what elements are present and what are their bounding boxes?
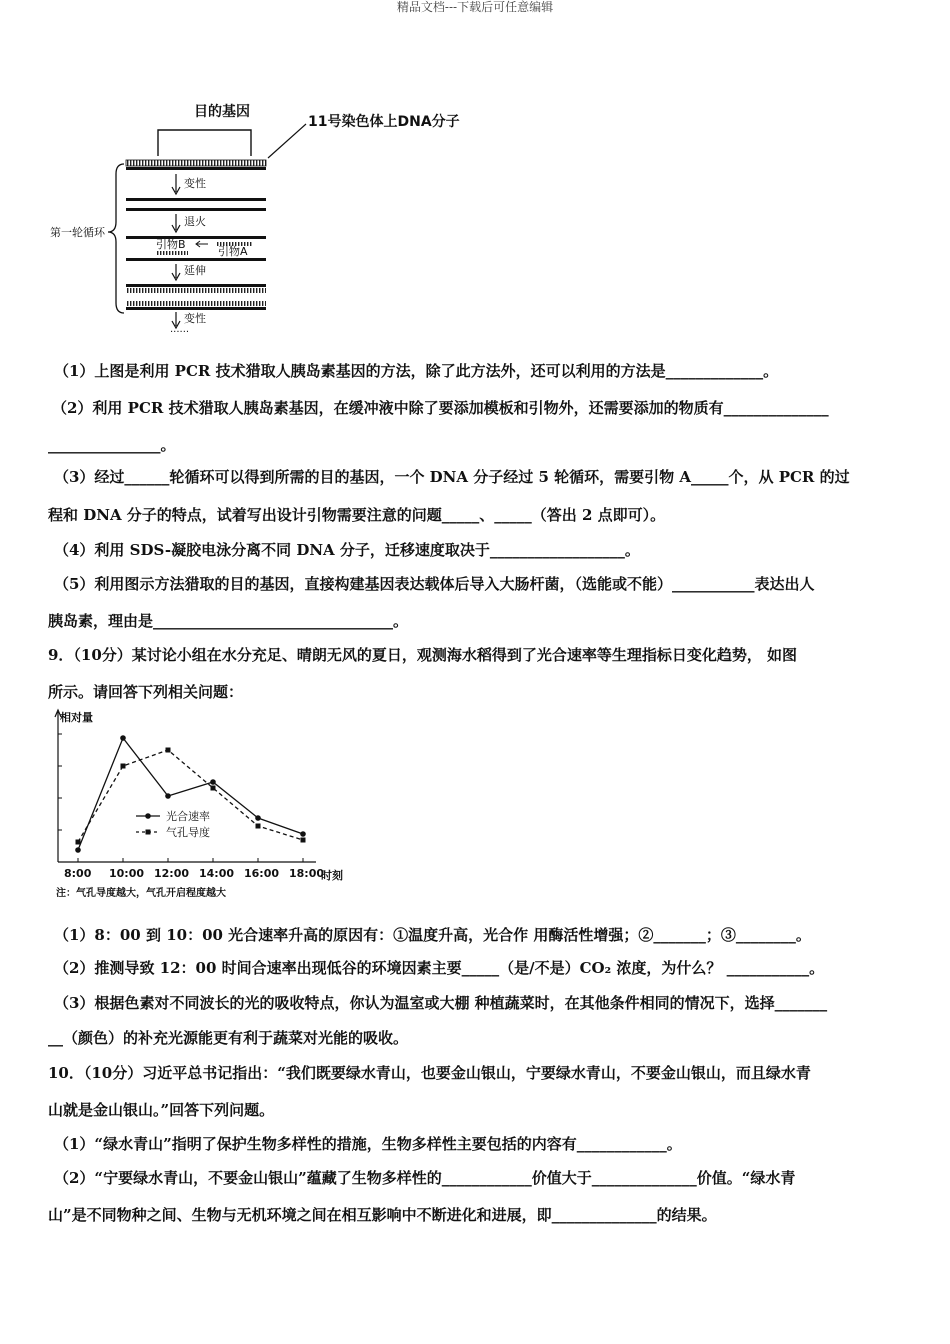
q8-part3-line1: （3）经过______轮循环可以得到所需的目的基因，一个 DNA 分子经过 5 轮循环，需要引物 A_____个，从 PCR 的过 xyxy=(54,468,850,486)
q8-part3-line2: 程和 DNA 分子的特点，试着写出设计引物需要注意的问题_____、_____（答出 2 点即可）。 xyxy=(48,506,666,524)
continuation-dots: ...... xyxy=(170,324,190,333)
q10-part1: （1）“绿水青山”指明了保护生物多样性的措施，生物多样性主要包括的内容有____________。 xyxy=(54,1135,682,1153)
x-tick-label: 8:00 xyxy=(64,867,92,880)
anneal-label: 退火 xyxy=(184,215,206,228)
point-stomatal xyxy=(256,824,261,829)
new-dna-2-top xyxy=(126,301,266,306)
template-strand-2 xyxy=(126,258,266,261)
chart-ylabel: 相对量 xyxy=(60,711,93,724)
point-photosynthesis xyxy=(255,815,261,821)
point-stomatal xyxy=(76,840,81,845)
q9-part3-line2: __（颜色）的补充光源能更有利于蔬菜对光能的吸收。 xyxy=(48,1029,409,1047)
q8-part4: （4）利用 SDS-凝胶电泳分离不同 DNA 分子，迁移速度取决于__________________。 xyxy=(54,541,640,559)
legend-photosynthesis: 光合速率 xyxy=(166,810,210,823)
x-tick-label: 16:00 xyxy=(244,867,280,880)
new-dna-1-top xyxy=(126,284,266,287)
primer-a-label: 引物A xyxy=(218,245,248,258)
point-stomatal xyxy=(211,786,216,791)
chart-legend xyxy=(136,809,210,839)
point-photosynthesis xyxy=(75,847,81,853)
q9-intro-line1: 9．（10分）某讨论小组在水分充足、晴朗无风的夏日，观测海水稻得到了光合速率等生理指标日变化趋势， 如图 xyxy=(48,646,798,664)
legend-stomatal: 气孔导度 xyxy=(166,826,210,839)
x-tick-label: 10:00 xyxy=(109,867,145,880)
dna-strand-top xyxy=(126,160,266,166)
new-dna-1-bottom xyxy=(126,288,266,293)
single-strand-1 xyxy=(126,198,266,201)
point-photosynthesis xyxy=(300,831,306,837)
legend-marker xyxy=(146,830,151,835)
q10-part2-line1: （2）“宁要绿水青山，不要金山银山”蕴藏了生物多样性的____________价值大于______________价值。“绿水青 xyxy=(54,1169,796,1187)
primer-b-label: 引物B xyxy=(156,238,186,251)
point-stomatal xyxy=(301,838,306,843)
q8-part2-line2: _______________。 xyxy=(48,436,176,454)
x-tick-label: 12:00 xyxy=(154,867,190,880)
point-stomatal xyxy=(121,764,126,769)
cycle-label: 第一轮循环 xyxy=(50,226,105,239)
point-photosynthesis xyxy=(120,735,126,741)
target-gene-label: 目的基因 xyxy=(194,104,250,120)
primer-b xyxy=(156,251,188,255)
q10-part2-line2: 山”是不同物种之间、生物与无机环境之间在相互影响中不断进化和进展，即______________的结果。 xyxy=(48,1206,717,1224)
pcr-diagram xyxy=(46,98,476,333)
point-stomatal xyxy=(166,748,171,753)
point-photosynthesis xyxy=(210,779,216,785)
page-header: 精品文档---下载后可任意编辑 xyxy=(396,0,554,14)
extend-label: 延伸 xyxy=(184,264,206,277)
single-strand-2 xyxy=(126,208,266,211)
point-photosynthesis xyxy=(165,793,171,799)
dna-strand-bottom xyxy=(126,167,266,170)
q9-part3-line1: （3）根据色素对不同波长的光的吸收特点，你认为温室或大棚 种植蔬菜时，在其他条件相同的情况下，选择_______ xyxy=(54,994,828,1012)
x-tick-label: 14:00 xyxy=(199,867,235,880)
legend-marker xyxy=(145,813,151,819)
photosynthesis-chart xyxy=(46,706,356,906)
q9-intro-line2: 所示。请回答下列相关问题： xyxy=(48,683,244,701)
dna-molecule-label: 11号染色体上DNA分子 xyxy=(308,114,460,130)
q8-part5-line1: （5）利用图示方法猎取的目的基因，直接构建基因表达载体后导入大肠杆菌，（选能或不能）___________表达出人 xyxy=(54,575,815,593)
q8-part1: （1）上图是利用 PCR 技术猎取人胰岛素基因的方法，除了此方法外，还可以利用的方法是_____________。 xyxy=(54,362,779,380)
chart-note: 注：气孔导度越大，气孔开启程度越大 xyxy=(56,888,226,899)
q10-intro-line2: 山就是金山银山。”回答下列问题。 xyxy=(48,1101,275,1119)
q8-part2-line1: （2）利用 PCR 技术猎取人胰岛素基因，在缓冲液中除了要添加模板和引物外，还需要添加的物质有______________ xyxy=(52,399,829,417)
q10-intro-line1: 10．（10分）习近平总书记指出：“我们既要绿水青山，也要金山银山，宁要绿水青山，不要金山银山，而且绿水青 xyxy=(48,1064,811,1082)
q8-part5-line2: 胰岛素，理由是________________________________。 xyxy=(48,612,409,630)
denature-label: 变性 xyxy=(184,177,206,190)
x-tick-label: 18:00 xyxy=(289,867,325,880)
chart-xlabel: 时刻 xyxy=(321,869,343,882)
q9-part1: （1）8：00 到 10：00 光合速率升高的原因有：①温度升高，光合作 用酶活性增强；②_______；③________。 xyxy=(54,926,811,944)
template-strand-1 xyxy=(126,236,266,239)
new-dna-2-bottom xyxy=(126,307,266,310)
denature-label-2: 变性 xyxy=(184,312,206,325)
q9-part2: （2）推测导致 12：00 时间合速率出现低谷的环境因素主要_____（是/不是）CO₂ 浓度，为什么？ ___________。 xyxy=(54,959,825,977)
